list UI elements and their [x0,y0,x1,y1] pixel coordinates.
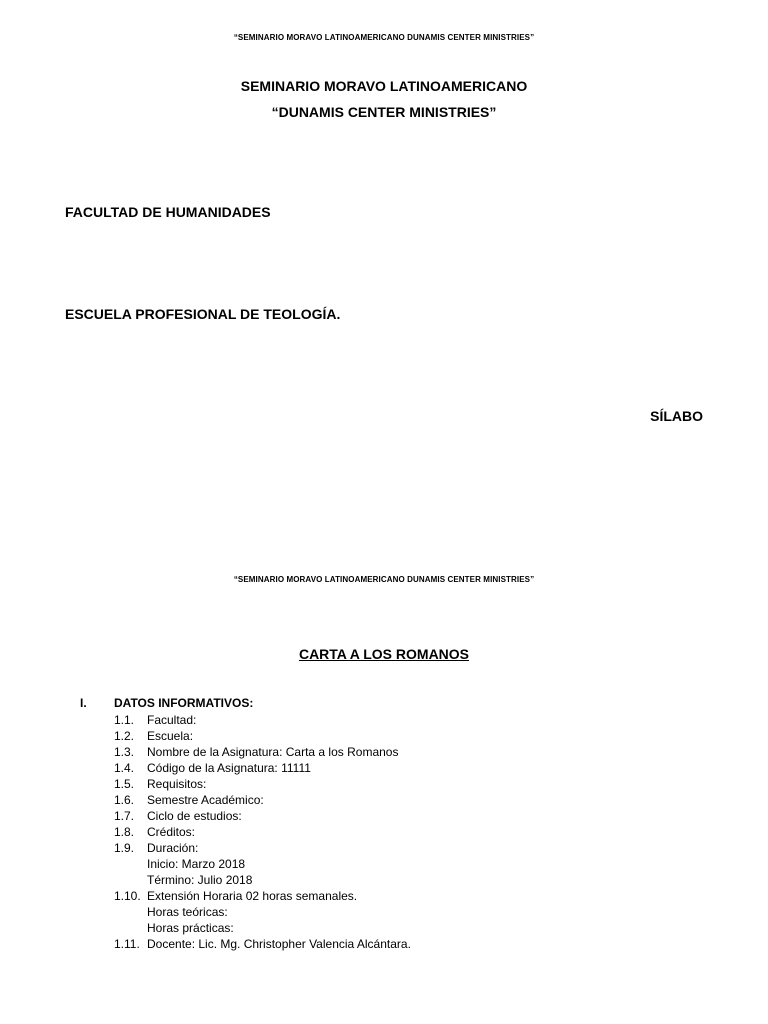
item-text: Requisitos: [147,777,207,791]
item-number: 1.2. [114,729,135,743]
list-item [0,760,768,776]
item-number: 1.8. [114,825,135,839]
list-item [0,808,768,824]
faculty-heading: FACULTAD DE HUMANIDADES [65,204,271,220]
school-heading: ESCUELA PROFESIONAL DE TEOLOGÍA. [65,306,341,322]
item-number: 1.4. [114,761,135,775]
item-number: 1.7. [114,809,135,823]
item-text: Horas prácticas: [147,921,234,935]
item-number: 1.1. [114,713,135,727]
item-number: 1.6. [114,793,135,807]
item-number: 1.3. [114,745,135,759]
document-type-heading: SÍLABO [650,408,703,424]
item-text: Escuela: [147,729,194,743]
item-text: Horas teóricas: [147,905,228,919]
item-text: Ciclo de estudios: [147,809,242,823]
section-heading: DATOS INFORMATIVOS: [114,696,254,710]
item-text: Créditos: [147,825,196,839]
item-text: Término: Julio 2018 [147,873,253,887]
institution-title: SEMINARIO MORAVO LATINOAMERICANO [240,78,528,94]
item-text: Semestre Académico: [147,793,264,807]
list-item [0,728,768,744]
list-item [0,904,768,920]
item-number: 1.9. [114,841,135,855]
course-title: CARTA A LOS ROMANOS [298,646,470,662]
list-item [0,776,768,792]
list-item [0,920,768,936]
item-text: Docente: Lic. Mg. Christopher Valencia Alcántara. [147,937,411,951]
item-text: Facultad: [147,713,197,727]
list-item [0,888,768,904]
list-item [0,744,768,760]
item-number: 1.5. [114,777,135,791]
list-item [0,856,768,872]
item-number: 1.10. [114,889,141,903]
list-item [0,872,768,888]
list-item [0,824,768,840]
item-number: 1.11. [114,937,140,951]
institution-subtitle: “DUNAMIS CENTER MINISTRIES” [271,104,497,120]
list-item [0,936,768,952]
section-number: I. [80,696,87,710]
item-text: Nombre de la Asignatura: Carta a los Romanos [147,745,399,759]
list-item [0,840,768,856]
item-text: Inicio: Marzo 2018 [147,857,246,871]
running-header: “SEMINARIO MORAVO LATINOAMERICANO DUNAMIS CENTER MINISTRIES” [233,33,535,42]
running-header: “SEMINARIO MORAVO LATINOAMERICANO DUNAMIS CENTER MINISTRIES” [233,575,535,584]
list-item [0,792,768,808]
item-text: Duración: [147,841,199,855]
list-item [0,712,768,728]
item-text: Código de la Asignatura: 11111 [147,761,311,775]
item-text: Extensión Horaria 02 horas semanales. [147,889,358,903]
